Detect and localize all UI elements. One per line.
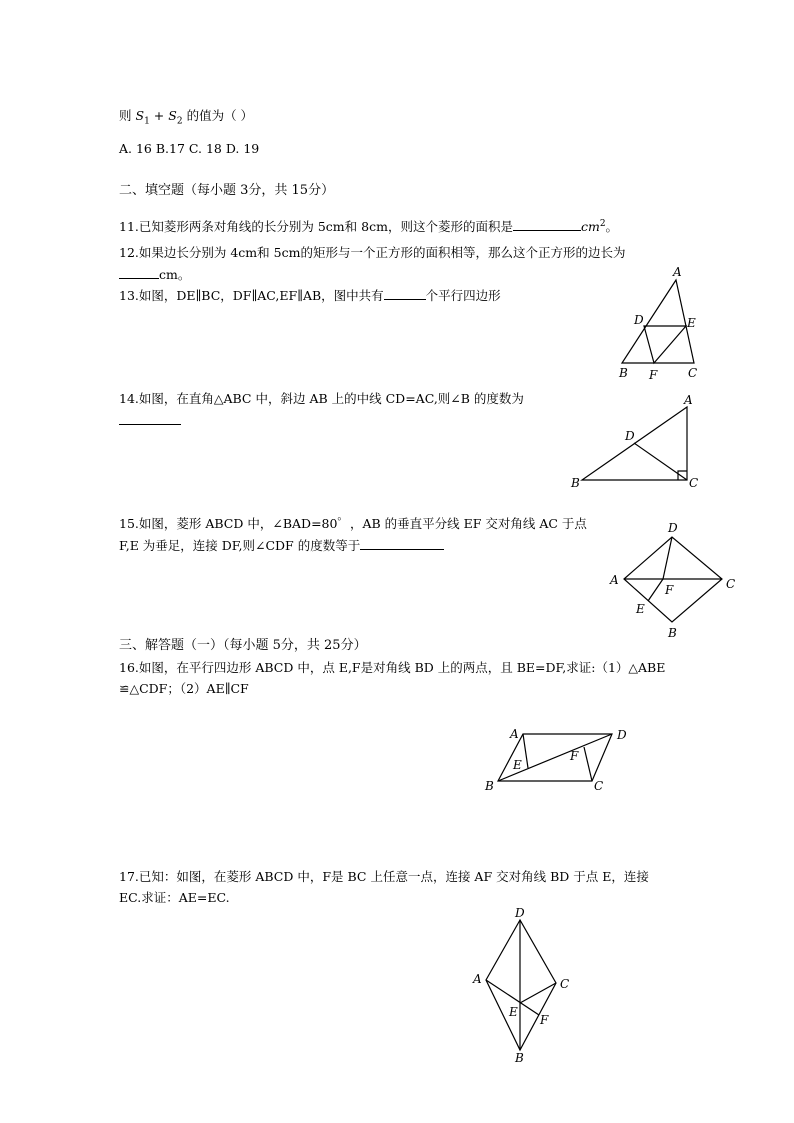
q10-stem-suffix: 的值为（ ） [186, 108, 254, 123]
q15-label-d: D [668, 521, 678, 535]
q10-stem-prefix: 则 [119, 108, 132, 123]
q16-label-f: F [570, 749, 579, 763]
q14-label-a: A [684, 393, 693, 407]
q16-label-d: D [617, 728, 627, 742]
q16-line2: ≌△CDF；（2）AE∥CF [119, 681, 249, 696]
q15-label-c: C [726, 577, 736, 591]
q11 [119, 216, 618, 235]
q16-label-e: E [513, 758, 522, 772]
q13-answer-blank[interactable] [384, 287, 426, 300]
q14-text: 14.如图，在直角△ABC 中，斜边 AB 上的中线 CD=AC,则∠B 的度数为 [119, 391, 524, 406]
section2-title: 二、填空题（每小题 3分，共 15分） [119, 183, 335, 198]
q15-line1: 15.如图，菱形 ABCD 中，∠BAD=80゜，AB 的垂直平分线 EF 交对角线 AC 于点 [119, 516, 587, 531]
q10-stem [119, 108, 253, 130]
q13-label-b: B [619, 366, 628, 380]
q17-label-c: C [560, 977, 570, 991]
q16-figure [478, 722, 638, 797]
q13-triangle-def [644, 326, 686, 363]
q16-label-b: B [485, 779, 494, 793]
q14-label-c: C [689, 476, 699, 490]
q11-text: 11.已知菱形两条对角线的长分别为 5cm和 8cm，则这个菱形的面积是 [119, 219, 513, 235]
s1-symbol: S [135, 108, 145, 123]
q16-line1: 16.如图，在平行四边形 ABCD 中，点 E,F是对角线 BD 上的两点，且 BE=DF,求证:（1）△ABE [119, 660, 666, 675]
q16-label-a: A [510, 727, 519, 741]
q14-median-cd [634, 443, 687, 480]
q17-label-a: A [473, 972, 482, 986]
q13-text-suffix: 个平行四边形 [425, 288, 501, 303]
q15-label-b: B [668, 626, 677, 640]
q15-answer-blank[interactable] [360, 537, 444, 550]
q12-answer-blank[interactable] [119, 266, 159, 279]
q11-answer-blank[interactable] [513, 218, 581, 231]
q15-line2 [119, 537, 444, 554]
q13-label-c: C [688, 366, 698, 380]
q12-line1: 12.如果边长分别为 4cm和 5cm的矩形与一个正方形的面积相等，那么这个正方形的边长为 [119, 245, 626, 260]
q11-unit-sup: 2 [599, 219, 606, 229]
q17-line2: EC.求证：AE=EC. [119, 890, 230, 905]
s2-subscript: 2 [176, 116, 183, 127]
q16-label-c: C [594, 779, 604, 793]
q12-line2-suffix: cm。 [159, 267, 191, 282]
q11-unit: cm [580, 219, 600, 235]
q11-end: 。 [605, 219, 619, 235]
q17-line1: 17.已知：如图，在菱形 ABCD 中，F是 BC 上任意一点，连接 AF 交对角线 BD 于点 E，连接 [119, 869, 649, 884]
q15-label-e: E [636, 602, 645, 616]
q13-text-prefix: 13.如图，DE∥BC，DF∥AC,EF∥AB，图中共有 [119, 288, 384, 303]
q17-rhombus-abcd [486, 920, 556, 1050]
q12-line2 [119, 266, 190, 283]
q15-label-f: F [665, 583, 674, 597]
q17-label-d: D [515, 906, 525, 920]
q17-label-e: E [509, 1005, 518, 1019]
q17-figure [468, 905, 578, 1070]
q14-label-b: B [571, 476, 580, 490]
q13-label-f: F [649, 368, 658, 382]
q13-label-a: A [673, 265, 682, 279]
q14-answer-blank[interactable] [119, 412, 181, 425]
q15-segment-ef [648, 579, 663, 601]
plus-sign: + [153, 108, 165, 123]
q13-triangle-abc [622, 280, 694, 363]
q13-label-e: E [687, 316, 696, 330]
q10-options: A. 16 B.17 C. 18 D. 19 [119, 141, 260, 156]
q14-figure [565, 390, 705, 495]
q14-line2 [119, 412, 181, 429]
q15-figure [600, 518, 750, 643]
q13-text [119, 287, 501, 304]
q17-label-b: B [515, 1051, 524, 1065]
q17-label-f: F [540, 1013, 549, 1027]
q16-segment-cf [584, 747, 592, 781]
s2-symbol: S [168, 108, 177, 123]
q15-label-a: A [610, 573, 619, 587]
q16-segment-ae [523, 734, 528, 768]
s1-subscript: 1 [144, 116, 150, 127]
q14-label-d: D [625, 429, 635, 443]
section3-title: 三、解答题（一）（每小题 5分，共 25分） [119, 638, 367, 653]
q13-label-d: D [634, 313, 644, 327]
q13-figure [610, 265, 710, 385]
q15-line2-text: F,E 为垂足，连接 DF,则∠CDF 的度数等于 [119, 538, 361, 553]
